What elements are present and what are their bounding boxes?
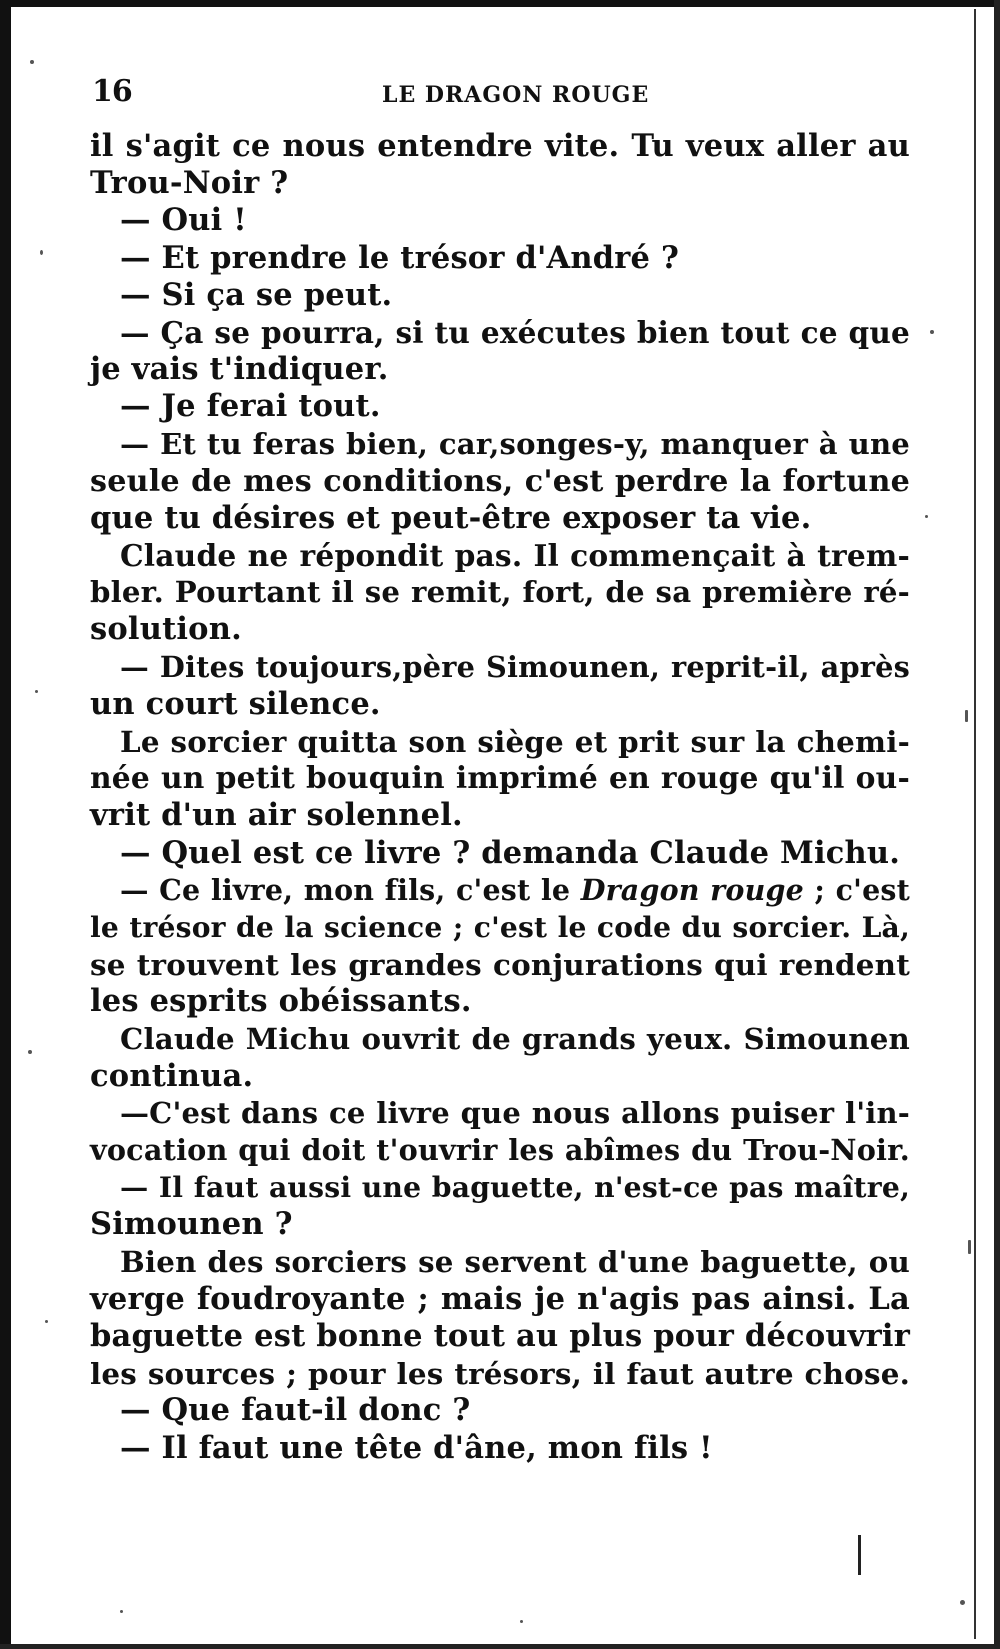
text-line: [90, 872, 910, 909]
text-line-content: vrit d'un air solennel.: [90, 797, 463, 834]
scan-speck: [30, 60, 34, 64]
text-line-content: — Quel est ce livre ? demanda Claude Michu.: [120, 834, 901, 871]
text-line: [90, 1021, 910, 1058]
text-line-content: vocation qui doit t'ouvrir les abîmes du Trou-Noir.: [90, 1133, 910, 1168]
text-line-content: le trésor de la science ; c'est le code du sorcier. Là,: [90, 910, 910, 944]
text-line: [90, 760, 910, 797]
text-line-content: — Et prendre le trésor d'André ?: [120, 239, 680, 276]
text-line: [90, 1132, 910, 1169]
text-line: [90, 165, 910, 202]
text-line-content: je vais t'indiquer.: [90, 351, 389, 388]
text-line-content: que tu désires et peut-être exposer ta vie.: [90, 499, 812, 536]
text-line: [90, 1430, 910, 1467]
text-line: [90, 537, 910, 574]
text-line-content: —C'est dans ce livre que nous allons puiser l'in-: [120, 1095, 910, 1130]
text-line: [90, 574, 910, 611]
text-line-content: baguette est bonne tout au plus pour découvrir: [90, 1318, 910, 1354]
text-line-content: il s'agit ce nous entendre vite. Tu veux aller au: [90, 128, 910, 164]
text-line-content: Bien des sorciers se servent d'une baguette, ou: [120, 1244, 910, 1279]
text-line: [90, 1355, 910, 1392]
scan-border-bottom: [0, 1644, 1000, 1649]
text-line: [90, 500, 910, 537]
text-line: [90, 983, 910, 1020]
scan-speck: [960, 1600, 965, 1605]
scan-speck: [930, 330, 934, 334]
text-line-content: verge foudroyante ; mais je n'agis pas ainsi. La: [90, 1280, 910, 1317]
text-line: [90, 128, 910, 165]
text-line-content: bler. Pourtant il se remit, fort, de sa première ré-: [90, 575, 910, 610]
text-line-continuation: ; c'est: [803, 872, 910, 907]
scan-speck: [120, 1610, 123, 1613]
scan-border-left: [0, 0, 11, 1649]
text-line: [90, 388, 910, 425]
text-line: [90, 1058, 910, 1095]
text-line-content: — Il faut aussi une baguette, n'est-ce pas maître,: [120, 1170, 910, 1205]
text-line: [90, 1392, 910, 1429]
scan-speck: [968, 1240, 971, 1254]
text-line: [90, 649, 910, 686]
text-line-content: seule de mes conditions, c'est perdre la fortune: [90, 463, 910, 499]
text-line: [90, 946, 910, 983]
text-line: [90, 426, 910, 463]
scan-speck: [28, 1050, 32, 1054]
text-line: [90, 835, 910, 872]
text-line-content: les sources ; pour les trésors, il faut autre chose.: [90, 1356, 910, 1392]
text-line: [90, 1095, 910, 1132]
text-line: [90, 314, 910, 351]
scan-speck: [520, 1620, 523, 1623]
text-line-content: — Si ça se peut.: [120, 276, 393, 313]
page-header: [92, 72, 902, 116]
text-line-content: Le sorcier quitta son siège et prit sur la chemi-: [120, 724, 910, 759]
italic-title: Dragon rouge: [580, 872, 804, 907]
text-line-content: Trou-Noir ?: [90, 165, 289, 202]
text-line: [90, 1169, 910, 1206]
text-line: [90, 1281, 910, 1318]
running-title: LE DRAGON ROUGE: [382, 82, 650, 108]
text-line: [90, 1244, 910, 1281]
text-line-content: — Et tu feras bien, car,songes-y, manquer à une: [120, 426, 910, 461]
text-line-content: les esprits obéissants.: [90, 983, 472, 1020]
body-text: [90, 128, 910, 1467]
page-number: 16: [92, 74, 132, 109]
text-line-content: Claude ne répondit pas. Il commençait à trem-: [120, 538, 910, 574]
text-line-content: Simounen ?: [90, 1206, 293, 1243]
text-line-content: Claude Michu ouvrit de grands yeux. Simounen: [120, 1021, 910, 1056]
text-line-content: se trouvent les grandes conjurations qui rendent: [90, 947, 910, 983]
text-line: [90, 240, 910, 277]
text-line-content: solution.: [90, 611, 242, 648]
text-line: [90, 277, 910, 314]
text-line: [90, 909, 910, 946]
text-line-content: — Il faut une tête d'âne, mon fils !: [120, 1429, 713, 1466]
scan-speck: [35, 690, 38, 693]
text-line: [90, 202, 910, 239]
text-line-content: — Ce livre, mon fils, c'est le: [120, 872, 581, 907]
text-line-content: — Que faut-il donc ?: [120, 1392, 471, 1429]
scan-speck: [925, 515, 928, 518]
scan-speck: [40, 250, 43, 255]
text-line: [90, 351, 910, 388]
text-line-content: — Ça se pourra, si tu exécutes bien tout ce que: [120, 314, 910, 350]
text-line-content: née un petit bouquin imprimé en rouge qu'il ou-: [90, 761, 910, 797]
text-line-content: un court silence.: [90, 685, 381, 722]
text-line: [90, 611, 910, 648]
text-line-content: continua.: [90, 1057, 254, 1094]
scan-border-right: [994, 0, 1000, 1649]
scan-border-top: [0, 0, 1000, 7]
text-line: [90, 723, 910, 760]
text-line: [90, 1206, 910, 1243]
text-line-content: — Je ferai tout.: [120, 388, 381, 425]
text-line: [90, 686, 910, 723]
text-line-content: — Oui !: [120, 202, 247, 239]
scan-speck: [965, 710, 968, 722]
text-line: [90, 797, 910, 834]
scan-speck: [45, 1320, 48, 1323]
text-line-content: — Dites toujours,père Simounen, reprit-il, après: [120, 649, 910, 684]
text-line: [90, 1318, 910, 1355]
scan-mark: [858, 1535, 861, 1575]
text-line: [90, 463, 910, 500]
